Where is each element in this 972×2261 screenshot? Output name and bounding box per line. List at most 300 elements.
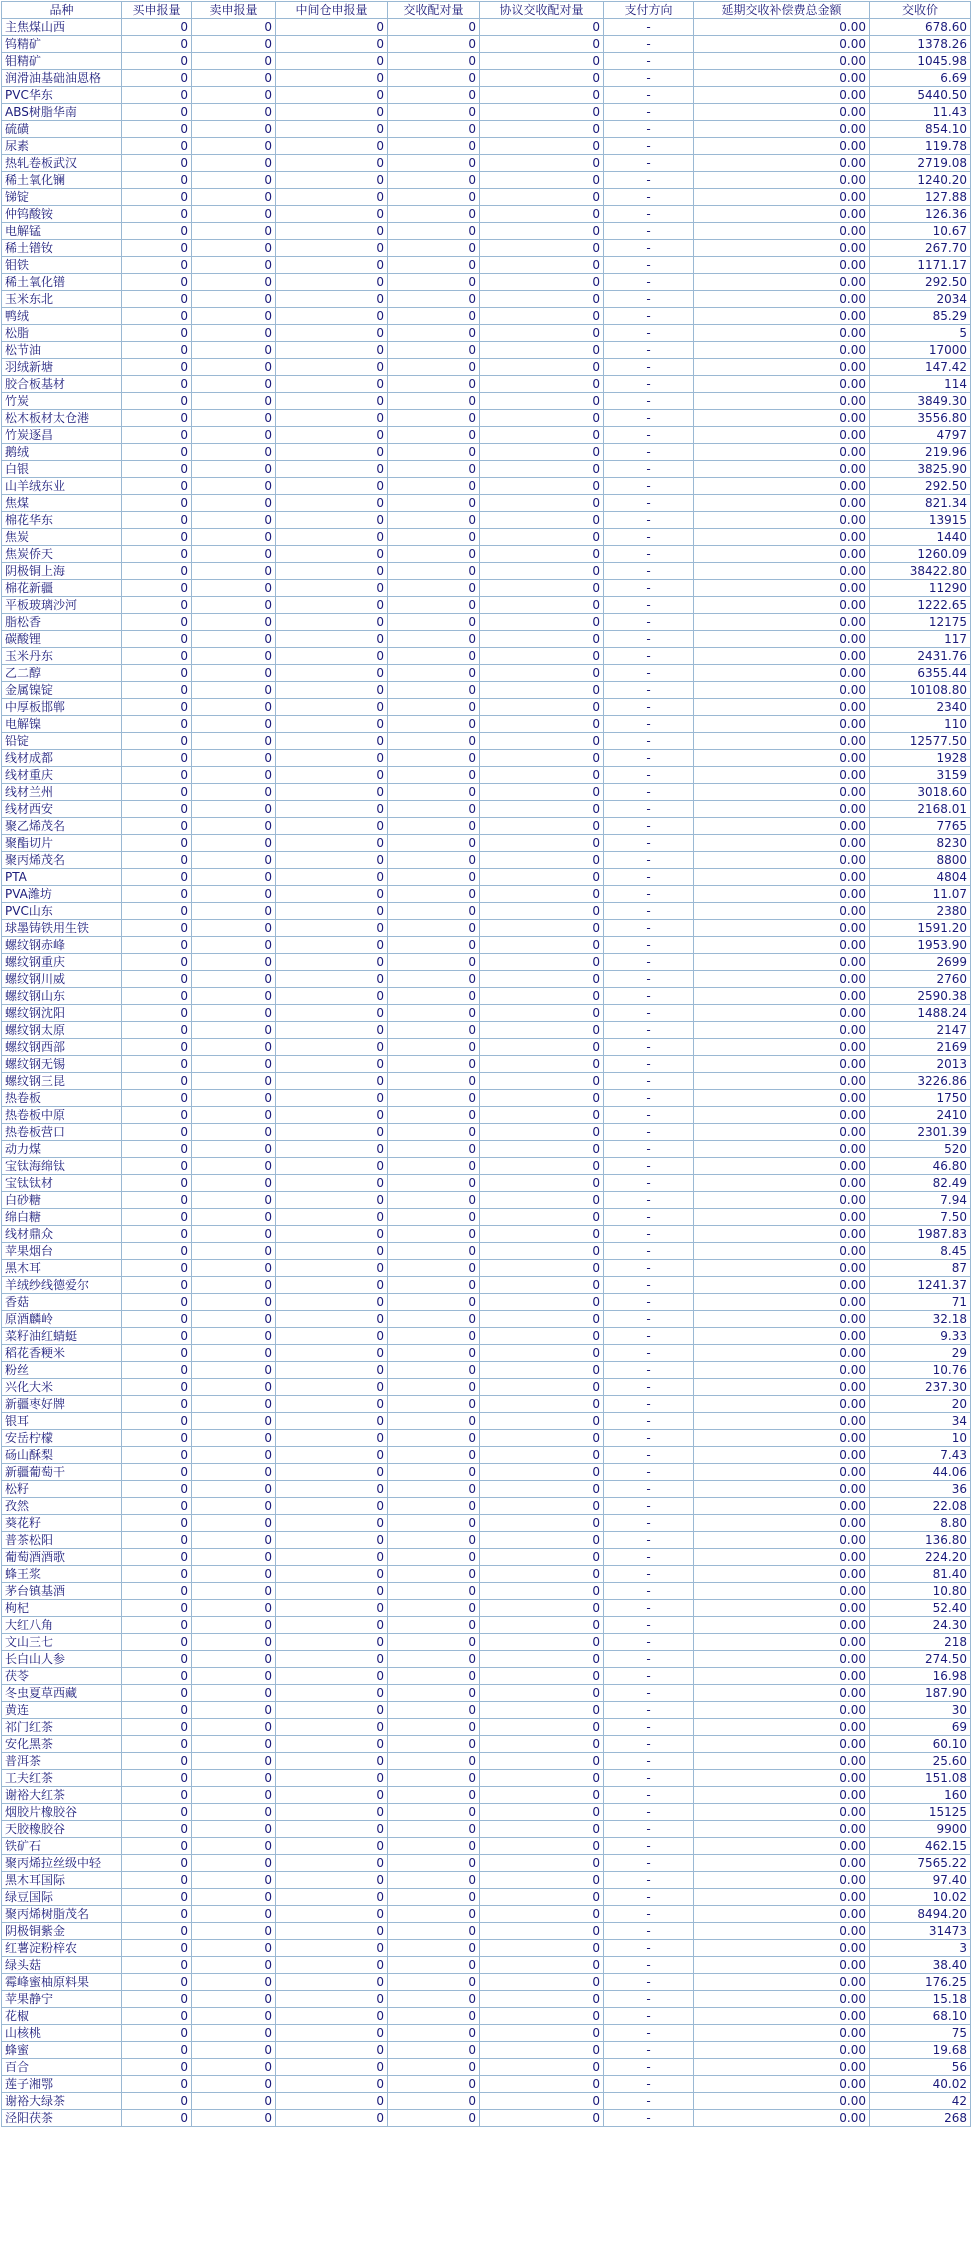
table-row [2,1906,971,1923]
cell-buy-qty: 0 [122,801,192,818]
cell-matched-qty: 0 [388,1328,480,1345]
table-row [2,1957,971,1974]
cell-delivery-price: 31473 [870,1923,971,1940]
cell-middle-qty: 0 [276,1311,388,1328]
cell-delivery-price: 22.08 [870,1498,971,1515]
cell-middle-qty: 0 [276,665,388,682]
cell-buy-qty: 0 [122,2059,192,2076]
cell-product: 枸杞 [2,1600,122,1617]
cell-payment-direction: - [604,1022,694,1039]
cell-deferred-compensation: 0.00 [694,1804,870,1821]
cell-matched-qty: 0 [388,767,480,784]
cell-product: 银耳 [2,1413,122,1430]
cell-product: 长白山人参 [2,1651,122,1668]
cell-buy-qty: 0 [122,1668,192,1685]
cell-matched-qty: 0 [388,376,480,393]
table-row [2,1022,971,1039]
cell-matched-qty: 0 [388,257,480,274]
cell-deferred-compensation: 0.00 [694,1991,870,2008]
cell-payment-direction: - [604,461,694,478]
cell-sell-qty: 0 [192,87,276,104]
table-row [2,1617,971,1634]
cell-payment-direction: - [604,1430,694,1447]
table-row [2,1464,971,1481]
cell-product: 棉花华东 [2,512,122,529]
cell-delivery-price: 71 [870,1294,971,1311]
cell-matched-qty: 0 [388,750,480,767]
cell-product: 螺纹钢沈阳 [2,1005,122,1022]
cell-buy-qty: 0 [122,1260,192,1277]
cell-deferred-compensation: 0.00 [694,1515,870,1532]
cell-middle-qty: 0 [276,1923,388,1940]
cell-product: 热卷板中原 [2,1107,122,1124]
table-row [2,1566,971,1583]
cell-payment-direction: - [604,699,694,716]
cell-matched-qty: 0 [388,1855,480,1872]
cell-delivery-price: 32.18 [870,1311,971,1328]
cell-payment-direction: - [604,1600,694,1617]
table-row [2,818,971,835]
cell-delivery-price: 8800 [870,852,971,869]
cell-deferred-compensation: 0.00 [694,529,870,546]
cell-payment-direction: - [604,869,694,886]
cell-deferred-compensation: 0.00 [694,1124,870,1141]
cell-agreement-qty: 0 [480,733,604,750]
cell-payment-direction: - [604,971,694,988]
cell-agreement-qty: 0 [480,138,604,155]
cell-payment-direction: - [604,1753,694,1770]
cell-payment-direction: - [604,495,694,512]
cell-buy-qty: 0 [122,886,192,903]
cell-middle-qty: 0 [276,1685,388,1702]
cell-matched-qty: 0 [388,1243,480,1260]
cell-agreement-qty: 0 [480,2025,604,2042]
cell-delivery-price: 127.88 [870,189,971,206]
cell-middle-qty: 0 [276,1651,388,1668]
cell-payment-direction: - [604,954,694,971]
cell-buy-qty: 0 [122,937,192,954]
cell-matched-qty: 0 [388,1583,480,1600]
cell-agreement-qty: 0 [480,1532,604,1549]
cell-product: 泾阳茯茶 [2,2110,122,2127]
cell-delivery-price: 56 [870,2059,971,2076]
cell-agreement-qty: 0 [480,342,604,359]
cell-middle-qty: 0 [276,835,388,852]
delivery-table [1,1,971,2127]
cell-sell-qty: 0 [192,189,276,206]
cell-agreement-qty: 0 [480,665,604,682]
cell-delivery-price: 13915 [870,512,971,529]
table-row [2,1787,971,1804]
cell-payment-direction: - [604,1787,694,1804]
cell-sell-qty: 0 [192,478,276,495]
cell-delivery-price: 85.29 [870,308,971,325]
cell-buy-qty: 0 [122,2042,192,2059]
cell-payment-direction: - [604,1328,694,1345]
cell-delivery-price: 10.02 [870,1889,971,1906]
cell-sell-qty: 0 [192,1464,276,1481]
cell-delivery-price: 20 [870,1396,971,1413]
cell-sell-qty: 0 [192,325,276,342]
cell-deferred-compensation: 0.00 [694,1260,870,1277]
cell-product: 焦炭侨天 [2,546,122,563]
cell-deferred-compensation: 0.00 [694,240,870,257]
cell-product: 钼铁 [2,257,122,274]
cell-matched-qty: 0 [388,1464,480,1481]
cell-sell-qty: 0 [192,1719,276,1736]
cell-matched-qty: 0 [388,1447,480,1464]
cell-payment-direction: - [604,1005,694,1022]
cell-agreement-qty: 0 [480,597,604,614]
cell-sell-qty: 0 [192,1974,276,1991]
cell-sell-qty: 0 [192,1209,276,1226]
cell-buy-qty: 0 [122,1838,192,1855]
cell-matched-qty: 0 [388,1124,480,1141]
table-row [2,546,971,563]
cell-product: 热卷板营口 [2,1124,122,1141]
cell-payment-direction: - [604,1379,694,1396]
cell-matched-qty: 0 [388,1379,480,1396]
cell-payment-direction: - [604,240,694,257]
cell-product: 中厚板邯郸 [2,699,122,716]
col-header-product: 品种 [2,2,122,19]
cell-buy-qty: 0 [122,70,192,87]
cell-sell-qty: 0 [192,342,276,359]
cell-delivery-price: 176.25 [870,1974,971,1991]
cell-matched-qty: 0 [388,1617,480,1634]
cell-delivery-price: 42 [870,2093,971,2110]
cell-agreement-qty: 0 [480,1617,604,1634]
cell-agreement-qty: 0 [480,1226,604,1243]
cell-sell-qty: 0 [192,1294,276,1311]
cell-delivery-price: 7565.22 [870,1855,971,1872]
cell-product: ABS树脂华南 [2,104,122,121]
cell-deferred-compensation: 0.00 [694,903,870,920]
cell-middle-qty: 0 [276,1736,388,1753]
cell-deferred-compensation: 0.00 [694,2059,870,2076]
cell-product: 兴化大米 [2,1379,122,1396]
cell-payment-direction: - [604,1583,694,1600]
cell-matched-qty: 0 [388,1039,480,1056]
cell-payment-direction: - [604,1345,694,1362]
cell-matched-qty: 0 [388,274,480,291]
cell-deferred-compensation: 0.00 [694,580,870,597]
cell-middle-qty: 0 [276,206,388,223]
table-row [2,886,971,903]
cell-delivery-price: 10.76 [870,1362,971,1379]
cell-delivery-price: 520 [870,1141,971,1158]
cell-matched-qty: 0 [388,563,480,580]
cell-payment-direction: - [604,1940,694,1957]
cell-agreement-qty: 0 [480,1668,604,1685]
cell-payment-direction: - [604,2093,694,2110]
cell-deferred-compensation: 0.00 [694,1090,870,1107]
cell-agreement-qty: 0 [480,648,604,665]
cell-buy-qty: 0 [122,2008,192,2025]
cell-product: 线材兰州 [2,784,122,801]
cell-deferred-compensation: 0.00 [694,70,870,87]
cell-buy-qty: 0 [122,172,192,189]
cell-deferred-compensation: 0.00 [694,971,870,988]
cell-buy-qty: 0 [122,1600,192,1617]
cell-deferred-compensation: 0.00 [694,36,870,53]
table-row [2,852,971,869]
cell-product: 稀土氧化镨 [2,274,122,291]
cell-product: 铁矿石 [2,1838,122,1855]
cell-payment-direction: - [604,920,694,937]
cell-buy-qty: 0 [122,1974,192,1991]
cell-matched-qty: 0 [388,240,480,257]
cell-delivery-price: 46.80 [870,1158,971,1175]
table-row [2,2093,971,2110]
cell-payment-direction: - [604,648,694,665]
cell-delivery-price: 2169 [870,1039,971,1056]
cell-matched-qty: 0 [388,223,480,240]
cell-payment-direction: - [604,291,694,308]
cell-deferred-compensation: 0.00 [694,1175,870,1192]
cell-product: 蜂蜜 [2,2042,122,2059]
cell-payment-direction: - [604,512,694,529]
cell-sell-qty: 0 [192,1872,276,1889]
table-row [2,1056,971,1073]
cell-buy-qty: 0 [122,1515,192,1532]
cell-middle-qty: 0 [276,971,388,988]
cell-product: 霉峰蜜柚原料果 [2,1974,122,1991]
cell-agreement-qty: 0 [480,1158,604,1175]
cell-middle-qty: 0 [276,138,388,155]
cell-delivery-price: 8.80 [870,1515,971,1532]
cell-agreement-qty: 0 [480,1821,604,1838]
cell-matched-qty: 0 [388,801,480,818]
cell-matched-qty: 0 [388,53,480,70]
cell-delivery-price: 38422.80 [870,563,971,580]
cell-deferred-compensation: 0.00 [694,427,870,444]
cell-product: 阴极铜紫金 [2,1923,122,1940]
cell-payment-direction: - [604,427,694,444]
cell-middle-qty: 0 [276,2059,388,2076]
cell-matched-qty: 0 [388,1056,480,1073]
cell-middle-qty: 0 [276,2008,388,2025]
table-row [2,665,971,682]
cell-payment-direction: - [604,1481,694,1498]
cell-buy-qty: 0 [122,1158,192,1175]
cell-sell-qty: 0 [192,988,276,1005]
cell-matched-qty: 0 [388,733,480,750]
cell-buy-qty: 0 [122,869,192,886]
table-row [2,308,971,325]
cell-matched-qty: 0 [388,2059,480,2076]
cell-sell-qty: 0 [192,1736,276,1753]
cell-agreement-qty: 0 [480,563,604,580]
cell-deferred-compensation: 0.00 [694,1736,870,1753]
cell-deferred-compensation: 0.00 [694,1634,870,1651]
cell-product: 黑木耳国际 [2,1872,122,1889]
table-row [2,1668,971,1685]
cell-matched-qty: 0 [388,682,480,699]
cell-sell-qty: 0 [192,1005,276,1022]
cell-sell-qty: 0 [192,835,276,852]
col-header-deferred-compensation: 延期交收补偿费总金额 [694,2,870,19]
cell-middle-qty: 0 [276,716,388,733]
cell-product: 线材鼎众 [2,1226,122,1243]
cell-matched-qty: 0 [388,172,480,189]
cell-payment-direction: - [604,1736,694,1753]
cell-buy-qty: 0 [122,189,192,206]
cell-buy-qty: 0 [122,410,192,427]
cell-delivery-price: 8230 [870,835,971,852]
cell-product: 苹果静宁 [2,1991,122,2008]
cell-matched-qty: 0 [388,1294,480,1311]
cell-sell-qty: 0 [192,2110,276,2127]
cell-delivery-price: 119.78 [870,138,971,155]
cell-agreement-qty: 0 [480,1056,604,1073]
cell-buy-qty: 0 [122,1787,192,1804]
cell-buy-qty: 0 [122,1821,192,1838]
cell-product: 阴极铜上海 [2,563,122,580]
table-row [2,189,971,206]
table-row [2,376,971,393]
cell-matched-qty: 0 [388,1651,480,1668]
cell-product: 主焦煤山西 [2,19,122,36]
cell-agreement-qty: 0 [480,2093,604,2110]
cell-sell-qty: 0 [192,308,276,325]
cell-deferred-compensation: 0.00 [694,1464,870,1481]
cell-sell-qty: 0 [192,2059,276,2076]
cell-product: 葡萄酒酒歌 [2,1549,122,1566]
cell-middle-qty: 0 [276,1549,388,1566]
cell-product: 宝钛海绵钛 [2,1158,122,1175]
table-row [2,478,971,495]
cell-buy-qty: 0 [122,53,192,70]
cell-product: 球墨铸铁用生铁 [2,920,122,937]
cell-middle-qty: 0 [276,852,388,869]
cell-delivery-price: 187.90 [870,1685,971,1702]
cell-sell-qty: 0 [192,852,276,869]
table-row [2,223,971,240]
cell-sell-qty: 0 [192,1192,276,1209]
cell-matched-qty: 0 [388,1974,480,1991]
cell-middle-qty: 0 [276,1991,388,2008]
cell-deferred-compensation: 0.00 [694,767,870,784]
cell-agreement-qty: 0 [480,682,604,699]
cell-sell-qty: 0 [192,121,276,138]
cell-payment-direction: - [604,1634,694,1651]
cell-middle-qty: 0 [276,1940,388,1957]
cell-buy-qty: 0 [122,2025,192,2042]
cell-matched-qty: 0 [388,631,480,648]
table-row [2,1889,971,1906]
cell-agreement-qty: 0 [480,1498,604,1515]
cell-sell-qty: 0 [192,614,276,631]
cell-payment-direction: - [604,1872,694,1889]
cell-delivery-price: 3018.60 [870,784,971,801]
cell-middle-qty: 0 [276,342,388,359]
cell-buy-qty: 0 [122,359,192,376]
table-row [2,19,971,36]
cell-buy-qty: 0 [122,1736,192,1753]
cell-middle-qty: 0 [276,1379,388,1396]
cell-delivery-price: 12577.50 [870,733,971,750]
cell-payment-direction: - [604,257,694,274]
cell-delivery-price: 3159 [870,767,971,784]
cell-payment-direction: - [604,1804,694,1821]
cell-buy-qty: 0 [122,1328,192,1345]
cell-middle-qty: 0 [276,359,388,376]
cell-buy-qty: 0 [122,1481,192,1498]
cell-payment-direction: - [604,1073,694,1090]
cell-delivery-price: 97.40 [870,1872,971,1889]
cell-product: 绵白糖 [2,1209,122,1226]
cell-payment-direction: - [604,138,694,155]
cell-middle-qty: 0 [276,461,388,478]
cell-product: 原酒麟岭 [2,1311,122,1328]
cell-middle-qty: 0 [276,1192,388,1209]
cell-product: 羽绒新塘 [2,359,122,376]
cell-matched-qty: 0 [388,920,480,937]
cell-middle-qty: 0 [276,1294,388,1311]
cell-middle-qty: 0 [276,257,388,274]
cell-matched-qty: 0 [388,1277,480,1294]
cell-middle-qty: 0 [276,1906,388,1923]
table-row [2,1175,971,1192]
cell-middle-qty: 0 [276,1600,388,1617]
cell-deferred-compensation: 0.00 [694,1583,870,1600]
cell-matched-qty: 0 [388,1889,480,1906]
cell-agreement-qty: 0 [480,818,604,835]
cell-matched-qty: 0 [388,2110,480,2127]
cell-matched-qty: 0 [388,342,480,359]
cell-matched-qty: 0 [388,410,480,427]
cell-buy-qty: 0 [122,1345,192,1362]
cell-buy-qty: 0 [122,1464,192,1481]
cell-product: 润滑油基础油恩格 [2,70,122,87]
cell-payment-direction: - [604,614,694,631]
cell-middle-qty: 0 [276,682,388,699]
cell-sell-qty: 0 [192,359,276,376]
table-row [2,87,971,104]
table-row [2,1243,971,1260]
cell-deferred-compensation: 0.00 [694,801,870,818]
cell-agreement-qty: 0 [480,70,604,87]
cell-product: 尿素 [2,138,122,155]
cell-middle-qty: 0 [276,189,388,206]
cell-deferred-compensation: 0.00 [694,1362,870,1379]
cell-agreement-qty: 0 [480,1311,604,1328]
cell-sell-qty: 0 [192,767,276,784]
cell-middle-qty: 0 [276,1855,388,1872]
cell-payment-direction: - [604,835,694,852]
cell-matched-qty: 0 [388,2008,480,2025]
cell-product: 松籽 [2,1481,122,1498]
cell-matched-qty: 0 [388,1226,480,1243]
cell-buy-qty: 0 [122,529,192,546]
cell-buy-qty: 0 [122,1923,192,1940]
cell-sell-qty: 0 [192,1090,276,1107]
cell-agreement-qty: 0 [480,1651,604,1668]
cell-product: 松节油 [2,342,122,359]
cell-deferred-compensation: 0.00 [694,1770,870,1787]
cell-middle-qty: 0 [276,614,388,631]
cell-payment-direction: - [604,767,694,784]
cell-deferred-compensation: 0.00 [694,53,870,70]
table-row [2,1974,971,1991]
cell-buy-qty: 0 [122,1447,192,1464]
cell-agreement-qty: 0 [480,1855,604,1872]
cell-buy-qty: 0 [122,716,192,733]
cell-buy-qty: 0 [122,495,192,512]
cell-sell-qty: 0 [192,104,276,121]
cell-buy-qty: 0 [122,325,192,342]
